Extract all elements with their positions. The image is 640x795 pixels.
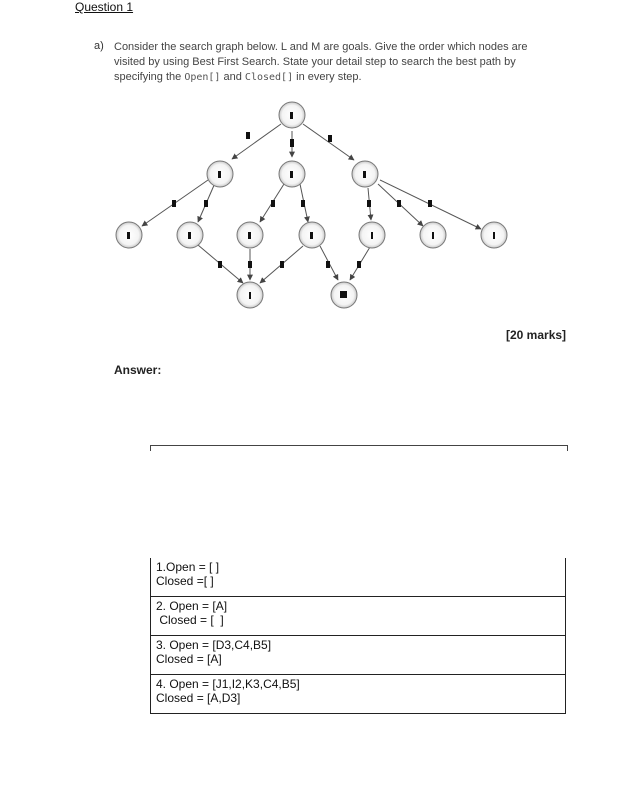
question-title: Question 1 <box>75 0 134 14</box>
question-line-3 <box>114 70 574 85</box>
open-term: Open[] <box>184 72 221 83</box>
step-row <box>151 558 566 597</box>
edge-root-left <box>232 124 281 159</box>
edge-label-10 <box>428 200 432 207</box>
step-open: 2. Open = [A] <box>156 599 228 613</box>
step-closed: Closed =[ ] <box>156 574 214 588</box>
edge-label-11 <box>218 261 222 268</box>
step-open: 1.Open = [ ] <box>156 560 220 574</box>
edge-label-5 <box>204 200 208 207</box>
edge-label-13 <box>280 261 284 268</box>
step-closed: Closed = [A,D3] <box>156 691 241 705</box>
edge-label-9 <box>397 200 401 207</box>
search-graph <box>100 98 520 318</box>
step-cell <box>151 675 566 714</box>
edge-label-6 <box>271 200 275 207</box>
question-line-2: visited by using Best First Search. State your detail step to search the best path by <box>114 56 516 68</box>
answer-label: Answer: <box>114 363 162 377</box>
question-text <box>114 40 574 85</box>
step-cell <box>151 597 566 636</box>
edge-label-1 <box>246 132 250 139</box>
step-cell <box>151 558 566 597</box>
step-row <box>151 597 566 636</box>
step-closed: Closed = [ ] <box>156 613 224 627</box>
steps-table <box>150 558 566 714</box>
line3-prefix: specifying the <box>114 71 185 83</box>
edge-label-7 <box>301 200 305 207</box>
edge-label-4 <box>172 200 176 207</box>
edge-label-15 <box>357 261 361 268</box>
step-row <box>151 675 566 714</box>
marks-label: [20 marks] <box>506 328 567 342</box>
edge-label-12 <box>248 261 252 268</box>
edge-label-8 <box>367 200 371 207</box>
question-line-1: Consider the search graph below. L and M are goals. Give the order which nodes are <box>114 41 528 53</box>
line3-middle: and <box>220 71 245 83</box>
edge-label-14 <box>326 261 330 268</box>
step-open: 4. Open = [J1,I2,K3,C4,B5] <box>156 677 300 691</box>
step-cell <box>151 636 566 675</box>
closed-term: Closed[] <box>244 72 294 83</box>
part-label: a) <box>94 40 104 52</box>
line3-suffix: in every step. <box>293 71 362 83</box>
step-row <box>151 636 566 675</box>
answer-box-top-border <box>150 445 568 451</box>
edge-label-3 <box>328 135 332 142</box>
step-open: 3. Open = [D3,C4,B5] <box>156 638 272 652</box>
step-closed: Closed = [A] <box>156 652 222 666</box>
edge-label-2 <box>290 139 294 147</box>
